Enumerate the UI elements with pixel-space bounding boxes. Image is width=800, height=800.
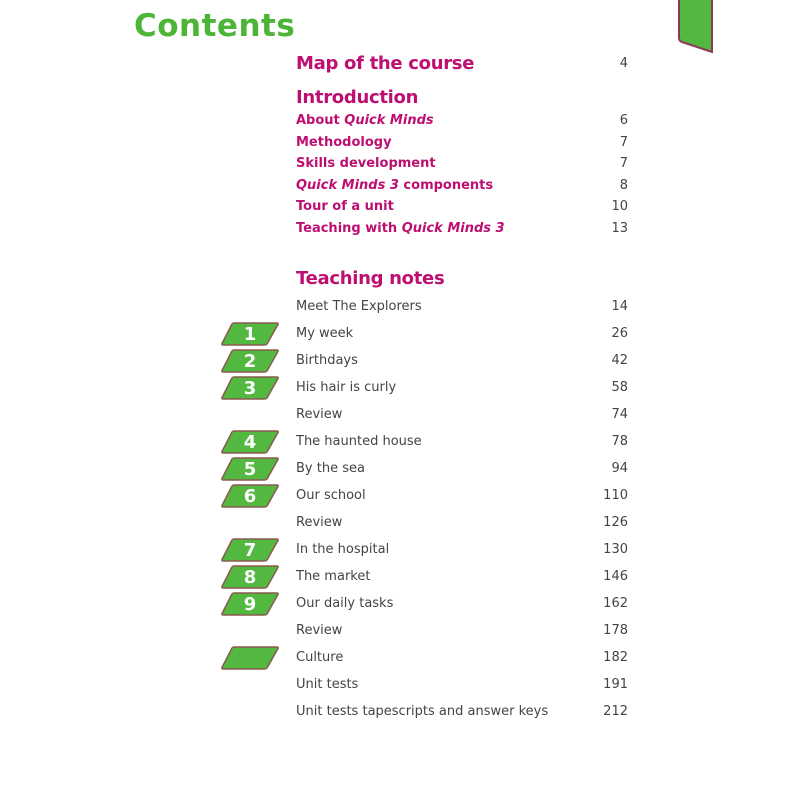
- entry-label: [296, 197, 394, 217]
- unit-number-badge: [221, 538, 279, 562]
- entry-label-text: About: [296, 113, 345, 128]
- entry-label: The market: [296, 569, 371, 584]
- toc-entry-map[interactable]: [296, 54, 628, 74]
- toc-entry-unit[interactable]: [296, 594, 628, 614]
- entry-label: In the hospital: [296, 542, 390, 557]
- unit-number-badge: [221, 565, 279, 589]
- page-number: 212: [603, 704, 628, 719]
- toc-entry-unit[interactable]: [296, 486, 628, 506]
- entry-label-title-italic: Quick Minds 3: [296, 177, 399, 193]
- entry-label-text: Skills development: [296, 156, 436, 171]
- page-number: 182: [603, 650, 628, 665]
- entry-label-title-italic: Quick Minds: [344, 113, 434, 128]
- map-of-course-label: Map of the course: [296, 53, 475, 74]
- page-number: 58: [611, 380, 628, 395]
- page-number: 42: [611, 353, 628, 368]
- entry-label: Culture: [296, 650, 344, 665]
- unit-number-badge: [221, 376, 279, 400]
- page-number: 78: [611, 434, 628, 449]
- page-number: 26: [611, 326, 628, 341]
- entry-label: Our daily tasks: [296, 596, 394, 611]
- unit-number: [221, 646, 279, 670]
- entry-label: Review: [296, 515, 343, 530]
- page-number: 191: [603, 677, 628, 692]
- page-number: 7: [619, 156, 628, 171]
- page-number: 4: [619, 56, 628, 71]
- toc-entry-unit[interactable]: [296, 675, 628, 695]
- entry-label-text: Methodology: [296, 134, 392, 150]
- entry-label: [296, 176, 493, 196]
- entry-label: [296, 111, 434, 131]
- entry-label: My week: [296, 326, 354, 341]
- entry-label: Review: [296, 623, 343, 638]
- toc-entry-unit[interactable]: [296, 351, 628, 371]
- entry-label: Review: [296, 407, 343, 422]
- toc-entry-unit[interactable]: [296, 459, 628, 479]
- entry-label-text: Teaching with: [296, 220, 402, 236]
- page-number: 178: [603, 623, 628, 638]
- toc-entry-unit[interactable]: [296, 324, 628, 344]
- toc-entry-unit[interactable]: [296, 405, 628, 425]
- unit-number-badge: [221, 457, 279, 481]
- unit-number: 7: [243, 539, 257, 561]
- corner-tab-decoration: [678, 0, 714, 54]
- entry-label: [296, 219, 505, 239]
- toc-entry-unit[interactable]: [296, 702, 628, 722]
- page-number: 126: [603, 515, 628, 530]
- page-number: 130: [603, 542, 628, 557]
- entry-label: The haunted house: [296, 434, 422, 449]
- entry-label-text: Tour of a unit: [296, 199, 394, 214]
- unit-number-badge: [221, 349, 279, 373]
- unit-number-badge: [221, 322, 279, 346]
- entry-label: [296, 154, 436, 174]
- entry-label: Birthdays: [296, 353, 358, 368]
- toc-entry-unit[interactable]: [296, 648, 628, 668]
- page-number: 10: [611, 199, 628, 214]
- toc-entry-intro[interactable]: [296, 154, 628, 174]
- entry-label: Unit tests: [296, 677, 359, 692]
- unit-number-badge: [221, 592, 279, 616]
- page-number: 110: [603, 488, 628, 503]
- unit-number: 2: [243, 350, 257, 372]
- page-number: 14: [611, 299, 628, 314]
- toc-entry-unit[interactable]: [296, 567, 628, 587]
- toc-entry-unit[interactable]: [296, 621, 628, 641]
- entry-label: Meet The Explorers: [296, 299, 422, 314]
- page-number: 8: [619, 177, 628, 193]
- unit-number: 4: [243, 431, 257, 453]
- unit-number-badge: [221, 646, 279, 670]
- unit-number-badge: [221, 430, 279, 454]
- toc-entry-intro[interactable]: [296, 133, 628, 153]
- unit-number: 1: [243, 323, 257, 345]
- section-heading-teaching-notes: Teaching notes: [296, 268, 445, 289]
- entry-label: [296, 133, 392, 153]
- page-number: 146: [603, 569, 628, 584]
- unit-number: 9: [243, 593, 257, 615]
- entry-label: His hair is curly: [296, 380, 397, 395]
- entry-label: By the sea: [296, 461, 365, 476]
- page-number: 6: [619, 113, 628, 128]
- toc-entry-unit[interactable]: [296, 378, 628, 398]
- toc-entry-intro[interactable]: [296, 219, 628, 239]
- page-number: 13: [611, 220, 628, 236]
- unit-number: 3: [243, 377, 257, 399]
- toc-entry-intro[interactable]: [296, 111, 628, 131]
- unit-number: 6: [243, 485, 257, 507]
- entry-label-title-italic: Quick Minds 3: [401, 220, 505, 236]
- unit-number: 8: [243, 566, 257, 588]
- toc-entry-unit[interactable]: [296, 432, 628, 452]
- page-number: 7: [619, 134, 628, 150]
- entry-label-text: components: [398, 177, 494, 193]
- page-number: 94: [611, 461, 628, 476]
- page-title: Contents: [134, 8, 296, 44]
- toc-entry-unit[interactable]: [296, 540, 628, 560]
- section-heading-introduction: Introduction: [296, 87, 419, 108]
- page-number: 74: [611, 407, 628, 422]
- entry-label: Our school: [296, 488, 366, 503]
- toc-entry-intro[interactable]: [296, 176, 628, 196]
- toc-entry-intro[interactable]: [296, 197, 628, 217]
- entry-label: Unit tests tapescripts and answer keys: [296, 704, 549, 719]
- unit-number-badge: [221, 484, 279, 508]
- toc-entry-unit[interactable]: [296, 297, 628, 317]
- unit-number: 5: [243, 458, 257, 480]
- page-number: 162: [603, 596, 628, 611]
- toc-entry-unit[interactable]: [296, 513, 628, 533]
